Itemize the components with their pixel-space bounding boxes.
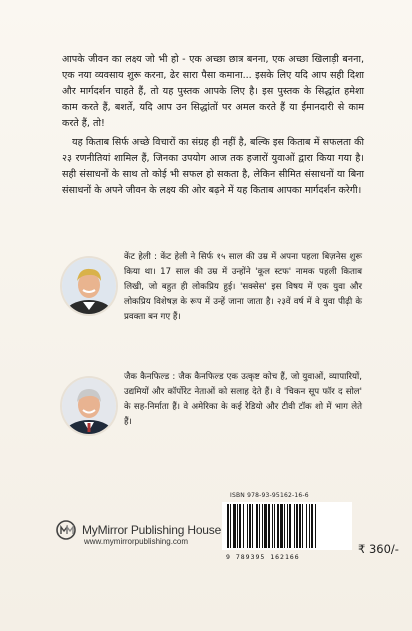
barcode-bar — [306, 504, 307, 548]
barcode-bar — [289, 504, 291, 548]
barcode — [222, 502, 352, 550]
author-bio-kent-healy — [62, 250, 362, 325]
barcode-bar — [315, 504, 316, 548]
author-photo-kent-healy — [62, 258, 116, 314]
barcode-bar — [259, 504, 260, 548]
barcode-bar — [302, 504, 303, 548]
intro-paragraph-2: यह किताब सिर्फ अच्छे विचारों का संग्रह ही नहीं है, बल्कि इस किताब में सफलता की २३ रणनीतियां शामिल हैं, जिनका उपयोग आज तक हजारों युवाओं द्वारा किया गया है। सही संसाधनों के साथ तो कोई भी सफल हो सकता है, लेकिन सीमित संसाधनों या बिना संसाधनों के अपने जीवन के लक्ष्य की ओर बढ़ने में यह किताब आपका मार्गदर्शन करेगी। — [62, 137, 364, 196]
barcode-bar — [309, 504, 310, 548]
price: ₹ 360/- — [358, 542, 399, 556]
barcode-bar — [272, 504, 273, 548]
barcode-digits: 9 789395 162166 — [226, 553, 300, 561]
barcode-bar — [277, 504, 279, 548]
barcode-bar — [247, 504, 248, 548]
barcode-bar — [264, 504, 267, 548]
barcode-bar — [249, 504, 251, 548]
barcode-bar — [294, 504, 295, 548]
author-bio-jack-canfield — [62, 370, 362, 434]
mm-logo-icon — [56, 520, 78, 540]
barcode-bar — [262, 504, 263, 548]
barcode-bar — [237, 504, 238, 548]
isbn-text: ISBN 978-93-95162-16-6 — [230, 492, 309, 499]
barcode-bar — [252, 504, 253, 548]
barcode-bar — [239, 504, 241, 548]
intro-paragraph-1: आपके जीवन का लक्ष्य जो भी हो - एक अच्छा छात्र बनना, एक अच्छा खिलाड़ी बनना, एक नया व्यवसाय शुरू करना, ढेर सारा पैसा कमाना... इसके लिए यदि आप सही दिशा और मार्गदर्शन चाहते हैं, तो यह पुस्तक आपके लिए है। इस पुस्तक के सिद्धांत हमेशा काम करते हैं, बशर्ते, यदि आप उन सिद्धांतों पर अमल करते हैं या ईमानदारी से काम करते हैं, तो! — [62, 54, 364, 129]
barcode-bar — [280, 504, 283, 548]
barcode-bar — [243, 504, 244, 548]
barcode-bar — [227, 504, 229, 548]
barcode-bar — [268, 504, 270, 548]
barcode-bar — [233, 504, 236, 548]
publisher-name: MyMirror Publishing House — [82, 523, 222, 537]
barcode-bar — [284, 504, 285, 548]
author-photo-jack-canfield — [62, 378, 116, 434]
barcode-bar — [299, 504, 301, 548]
barcode-bar — [230, 504, 231, 548]
barcode-bar — [287, 504, 288, 548]
publisher-url: www.mymirrorpublishing.com — [84, 537, 189, 546]
barcode-bar — [311, 504, 313, 548]
bio-text: केंट हेली : केंट हेली ने सिर्फ १५ साल की उम्र में अपना पहला बिज़नेस शुरू किया था। 17 साल की उम्र में उन्होंने 'कूल स्टफ' नामक पहली किताब लिखी, जो बहुत ही लोकप्रिय हुई। 'सक्सेस' इस विषय में एक युवा और लोकप्रिय विशेषज्ञ के रूप में उन्हें जाना जाता है। २३वें वर्ष में वे युवा पीढ़ी के प्रवक्ता बन गए हैं। — [124, 252, 362, 322]
intro-text — [62, 52, 364, 202]
barcode-bar — [274, 504, 275, 548]
barcode-bar — [256, 504, 258, 548]
bio-text: जैक कैनफिल्ड : जैक कैनफिल्ड एक उत्कृष्ट कोच हैं, जो युवाओं, व्यापारियों, उद्यमियों और कॉर्पोरेट नेताओं को सलाह देते हैं। वे 'चिकन सूप फॉर द सोल' के सह-निर्माता हैं। वे अमेरिका के कई रेडियो और टीवी टॉक शो में भाग लेते हैं। — [124, 372, 362, 427]
barcode-bar — [296, 504, 298, 548]
